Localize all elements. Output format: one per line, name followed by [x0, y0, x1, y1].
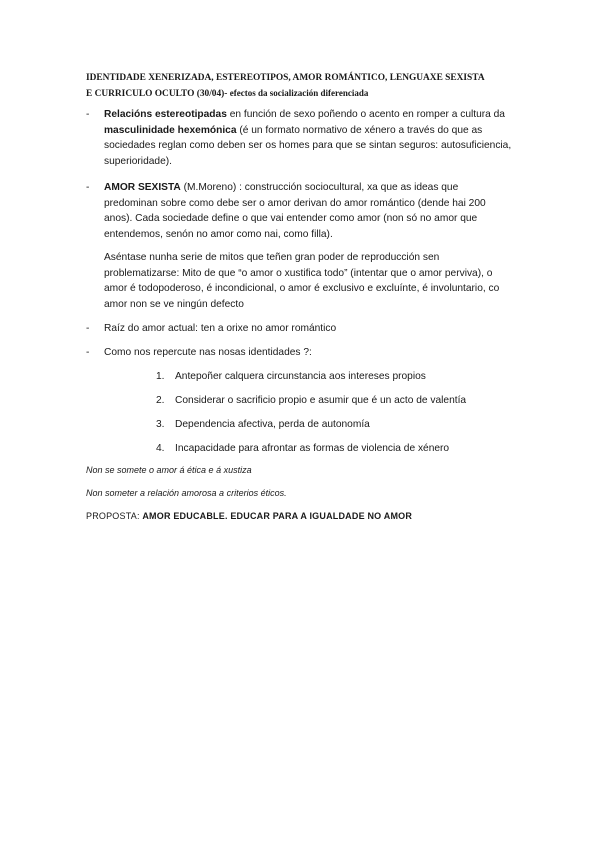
bullet-dash: - [86, 182, 90, 193]
title-line-2 [86, 86, 526, 102]
bullet-text [104, 180, 514, 242]
list-text: Dependencia afectiva, perda de autonomía [175, 419, 370, 430]
bullet-text: Como nos repercute nas nosas identidades ?: [104, 347, 312, 358]
list-item [156, 393, 466, 408]
title-subtitle: efectos da socialización diferenciada [229, 88, 369, 98]
note-criterios: Non someter a relación amorosa a criterios éticos. [86, 488, 287, 498]
list-item [156, 441, 449, 456]
list-number: 4. [156, 443, 165, 454]
bullet-span: en función de sexo poñendo o acento en romper a cultura da [226, 109, 505, 120]
proposal [86, 509, 412, 523]
list-number: 1. [156, 371, 165, 382]
document-title [86, 71, 526, 102]
list-item [156, 369, 426, 384]
list-text: Incapacidade para afrontar as formas de violencia de xénero [175, 443, 450, 454]
bullet-text: Raíz do amor actual: ten a orixe no amor romántico [104, 323, 337, 334]
list-item [156, 417, 370, 432]
bullet-dash: - [86, 323, 90, 334]
list-number: 2. [156, 395, 165, 406]
bullet-dash: - [86, 109, 90, 120]
bullet-span: (é un formato normativo de xénero a través do que as sociedades reglan como deben ser os homes para que se sintan seguros: autosuficiencia, superioridade). [104, 124, 512, 167]
bold-term: masculinidade hexemónica [104, 124, 237, 136]
note-etica: Non se somete o amor á ética e á xustiza [86, 465, 252, 475]
bullet-span: (M.Moreno) : construcción sociocultural, xa que as ideas que predominan sobre como debe ser o amor derivan do amor romántico (dende hai 200 anos). Cada sociedade define o que vai entender como amor (non só no amor que entendemos, senón no amor como nai, como filla). [104, 182, 486, 240]
list-text: Considerar o sacrificio propio e asumir que é un acto de valentía [175, 395, 467, 406]
bold-term: AMOR SEXISTA [104, 182, 181, 193]
proposal-label: PROPOSTA: [86, 511, 143, 521]
proposal-text: AMOR EDUCABLE. EDUCAR PARA A IGUALDADE NO AMOR [142, 511, 413, 521]
title-line-1: IDENTIDADE XENERIZADA, ESTEREOTIPOS, AMOR ROMÁNTICO, LENGUAXE SEXISTA [86, 73, 485, 83]
bold-term: Relacións estereotipadas [104, 109, 227, 120]
list-number: 3. [156, 419, 165, 430]
list-text: Antepoñer calquera circunstancia aos intereses propios [175, 371, 426, 382]
title-line-2-main: E CURRICULO OCULTO (30/04)- [86, 89, 230, 99]
bullet-text [104, 107, 514, 169]
bullet-dash: - [86, 347, 90, 358]
mitos-paragraph: Aséntase nunha serie de mitos que teñen gran poder de reproducción sen problematizarse: Mito de que “o amor o xustifica todo” (intentar que o amor perviva), o amor é todopoderoso, é incondicional, o amor é exclusivo e excluínte, é involuntario, co amor non se ve ningún defecto [104, 252, 500, 310]
